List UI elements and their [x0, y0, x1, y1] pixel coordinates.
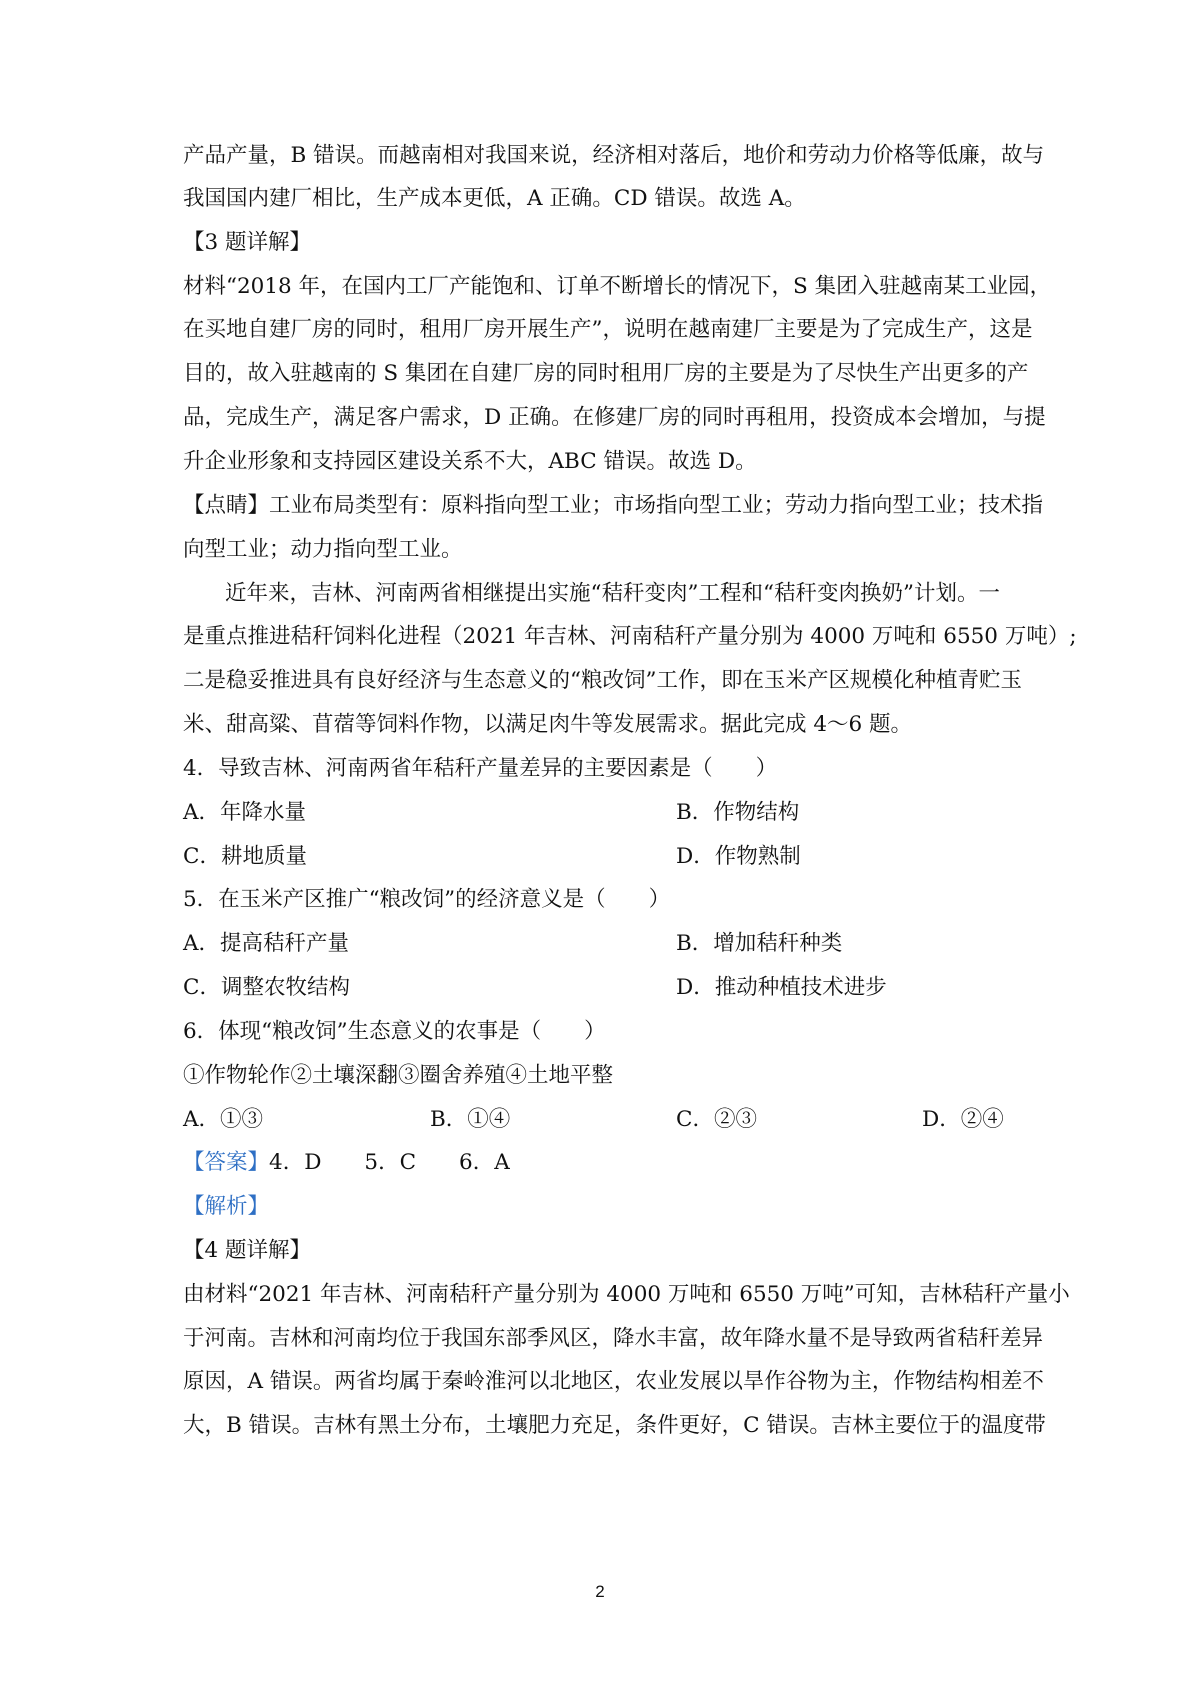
q5-option-b: B．增加秸秆种类: [676, 931, 843, 956]
q4-option-a: A．年降水量: [183, 800, 307, 825]
q4-option-d: D．作物熟制: [676, 844, 801, 869]
paragraph-line: 升企业形象和支持园区建设关系不大，ABC 错误。故选 D。: [183, 449, 757, 474]
q6-items: ①作物轮作②土壤深翻③圈舍养殖④土地平整: [183, 1063, 614, 1088]
q6-option-c: C．②③: [676, 1107, 757, 1132]
material-line: 是重点推进秸秆饲料化进程（2021 年吉林、河南秸秆产量分别为 4000 万吨和 6550 万吨）;: [183, 624, 1077, 649]
paragraph-line: 由材料“2021 年吉林、河南秸秆产量分别为 4000 万吨和 6550 万吨”可知，吉林秸秆产量小: [183, 1282, 1070, 1307]
q5-stem: 5．在玉米产区推广“粮改饲”的经济意义是（ ）: [183, 887, 671, 912]
answer-label: 【答案】: [183, 1150, 270, 1175]
material-line: 二是稳妥推进具有良好经济与生态意义的“粮改饲”工作，即在玉米产区规模化种植青贮玉: [183, 668, 1022, 693]
paragraph-line: 材料“2018 年，在国内工厂产能饱和、订单不断增长的情况下，S 集团入驻越南某工业园，: [183, 274, 1052, 299]
paragraph-line: 原因，A 错误。两省均属于秦岭淮河以北地区，农业发展以旱作谷物为主，作物结构相差不: [183, 1369, 1044, 1394]
answer-line: [183, 1148, 1023, 1178]
paragraph-line: 我国国内建厂相比，生产成本更低，A 正确。CD 错误。故选 A。: [183, 186, 806, 211]
paragraph-line: 产品产量，B 错误。而越南相对我国来说，经济相对落后，地价和劳动力价格等低廉，故与: [183, 143, 1045, 168]
analysis-label: 【解析】: [183, 1194, 270, 1219]
q3-heading: 【3 题详解】: [183, 230, 312, 255]
material-line: 近年来，吉林、河南两省相继提出实施“秸秆变肉”工程和“秸秆变肉换奶”计划。一: [225, 581, 1000, 606]
q4-heading: 【4 题详解】: [183, 1238, 312, 1263]
q5-option-a: A．提高秸秆产量: [183, 931, 350, 956]
paragraph-line: 品，完成生产，满足客户需求，D 正确。在修建厂房的同时再租用，投资成本会增加，与提: [183, 405, 1046, 430]
paragraph-line: 大，B 错误。吉林有黑土分布，土壤肥力充足，条件更好，C 错误。吉林主要位于的温度带: [183, 1413, 1046, 1438]
paragraph-line: 于河南。吉林和河南均位于我国东部季风区，降水丰富，故年降水量不是导致两省秸秆差异: [183, 1326, 1044, 1351]
q6-stem: 6．体现“粮改饲”生态意义的农事是（ ）: [183, 1019, 606, 1044]
q5-option-d: D．推动种植技术进步: [676, 975, 887, 1000]
q5-option-c: C．调整农牧结构: [183, 975, 350, 1000]
material-line: 米、甜高粱、苜蓿等饲料作物，以满足肉牛等发展需求。据此完成 4～6 题。: [183, 712, 913, 737]
q6-option-b: B．①④: [430, 1107, 511, 1132]
q4-option-c: C．耕地质量: [183, 844, 307, 869]
page-number: 2: [595, 1582, 605, 1601]
answer-text: 4．D 5．C 6．A: [269, 1150, 510, 1175]
q6-option-d: D．②④: [922, 1107, 1004, 1132]
tip-line: 向型工业；动力指向型工业。: [183, 537, 463, 562]
q6-option-a: A．①③: [183, 1107, 264, 1132]
tip-line: 【点睛】工业布局类型有：原料指向型工业；市场指向型工业；劳动力指向型工业；技术指: [183, 493, 1044, 518]
q4-stem: 4．导致吉林、河南两省年秸秆产量差异的主要因素是（ ）: [183, 756, 778, 781]
q4-option-b: B．作物结构: [676, 800, 800, 825]
paragraph-line: 在买地自建厂房的同时，租用厂房开展生产”，说明在越南建厂主要是为了完成生产，这是: [183, 317, 1033, 342]
paragraph-line: 目的，故入驻越南的 S 集团在自建厂房的同时租用厂房的主要是为了尽快生产出更多的产: [183, 361, 1029, 386]
